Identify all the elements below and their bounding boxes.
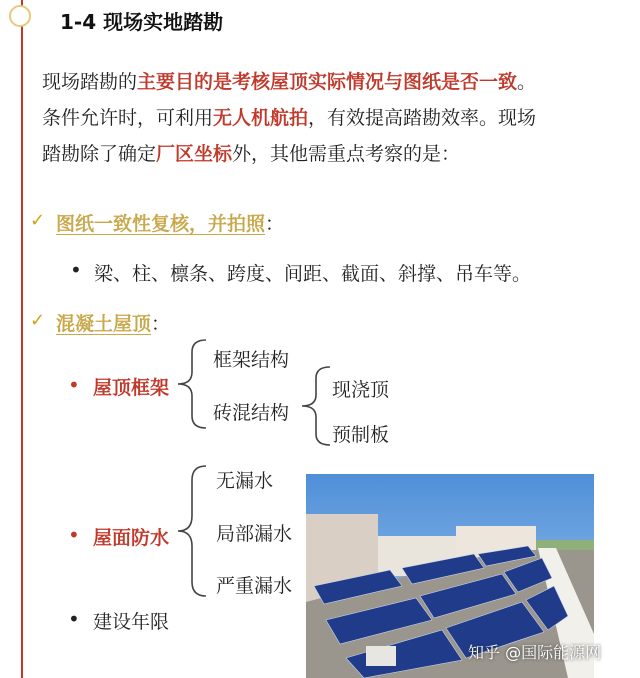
waterproof-option: 严重漏水 xyxy=(216,575,293,597)
section2-heading-text: 混凝土屋顶 xyxy=(56,313,152,335)
intro-text: 现场踏勘的 xyxy=(42,71,138,93)
watermark: 知乎 @国际能源网 xyxy=(468,643,602,662)
intro-text: 条件允许时，可利用 xyxy=(42,107,214,129)
roof-sub-option: 预制板 xyxy=(332,424,390,446)
waterproof-label: 屋面防水 xyxy=(93,527,170,549)
checkmark-icon: ✓ xyxy=(30,310,46,331)
roof-frame-label: 屋顶框架 xyxy=(93,377,170,399)
bullet-icon: • xyxy=(70,258,82,282)
waterproof-brace-icon xyxy=(172,464,212,598)
intro-line-1 xyxy=(42,65,536,99)
section2-colon: ： xyxy=(151,313,171,335)
section2-heading xyxy=(56,309,170,336)
bullet-icon: • xyxy=(68,523,80,547)
left-accent-line xyxy=(21,0,23,678)
intro-highlight-drone: 无人机航拍 xyxy=(213,107,309,129)
checkmark-icon: ✓ xyxy=(30,210,46,231)
bullet-icon: • xyxy=(68,373,80,397)
page-title: 1-4 现场实地踏勘 xyxy=(60,10,224,34)
bullet-icon: • xyxy=(68,607,80,631)
construction-years-label: 建设年限 xyxy=(93,611,170,633)
roof-frame-brace-icon xyxy=(172,338,212,430)
roof-frame-option: 框架结构 xyxy=(213,349,290,371)
section1-colon: ： xyxy=(265,213,285,235)
section1-heading xyxy=(56,209,284,236)
intro-line-2 xyxy=(42,101,536,135)
waterproof-option: 无漏水 xyxy=(216,470,274,492)
intro-text: ，有效提高踏勘效率。现场 xyxy=(308,107,537,129)
waterproof-option: 局部漏水 xyxy=(216,523,293,545)
roof-frame-option: 砖混结构 xyxy=(213,402,290,424)
brick-structure-brace-icon xyxy=(298,365,334,447)
intro-text: 外，其他需重点考察的是： xyxy=(232,143,461,165)
section1-items: 梁、柱、檩条、跨度、间距、截面、斜撑、吊车等。 xyxy=(94,263,532,285)
intro-text: 。 xyxy=(517,71,537,93)
intro-highlight-purpose: 主要目的是考核屋顶实际情况与图纸是否一致 xyxy=(137,71,518,93)
intro-highlight-coordinates: 厂区坐标 xyxy=(156,143,233,165)
section1-heading-text: 图纸一致性复核，并拍照 xyxy=(56,213,266,235)
intro-line-3 xyxy=(42,137,460,171)
intro-text: 踏勘除了确定 xyxy=(42,143,157,165)
roof-sub-option: 现浇顶 xyxy=(332,379,390,401)
title-circle-icon xyxy=(9,5,31,27)
